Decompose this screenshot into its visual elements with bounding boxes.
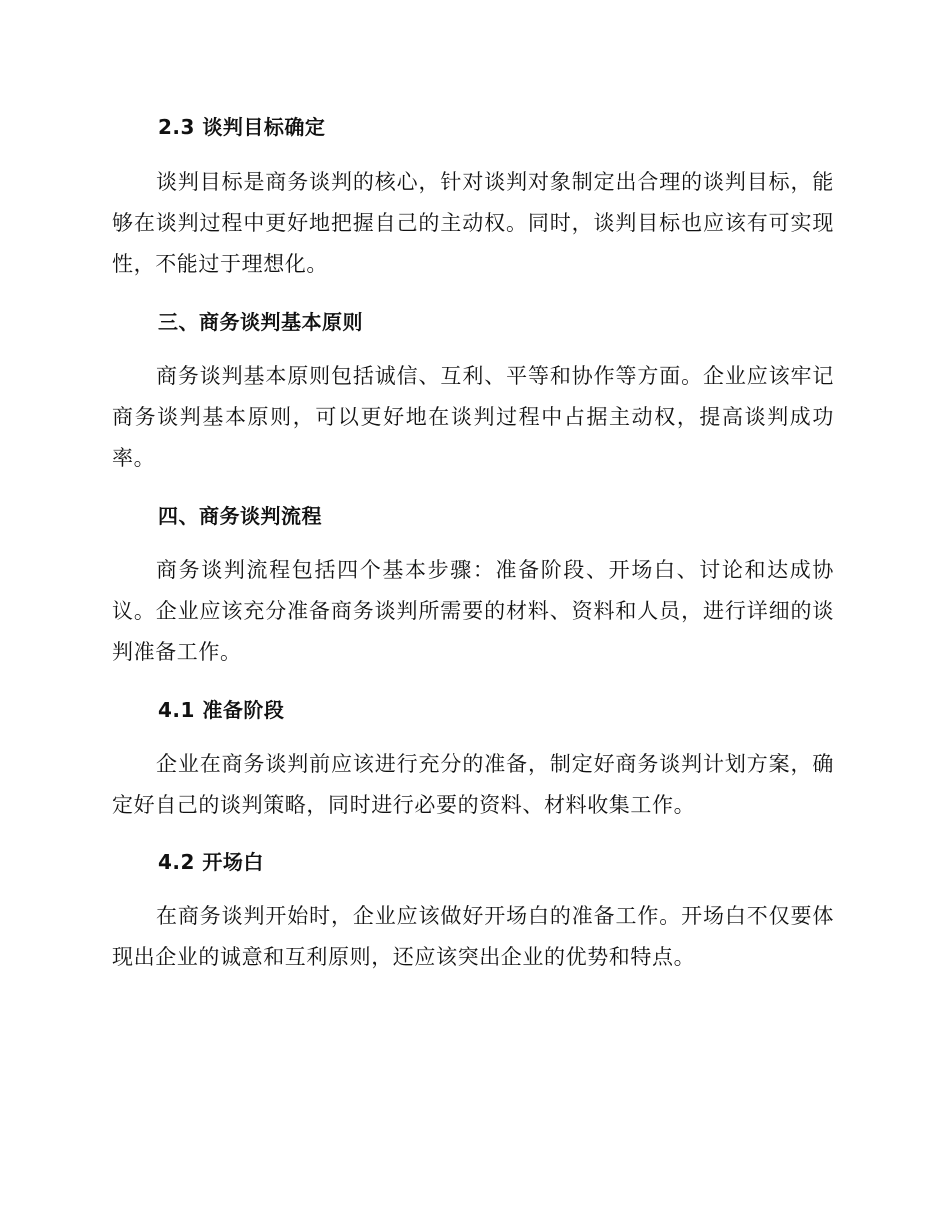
section-paragraph-4: 商务谈判流程包括四个基本步骤：准备阶段、开场白、讨论和达成协议。企业应该充分准备商务谈判所需要的材料、资料和人员，进行详细的谈判准备工作。 — [112, 558, 834, 664]
section-heading-3: 三、商务谈判基本原则 — [158, 310, 363, 334]
section-heading-2-3: 2.3 谈判目标确定 — [158, 115, 326, 139]
section-heading-4: 四、商务谈判流程 — [158, 504, 322, 528]
section-paragraph-3: 商务谈判基本原则包括诚信、互利、平等和协作等方面。企业应该牢记商务谈判基本原则，可以更好地在谈判过程中占据主动权，提高谈判成功率。 — [112, 364, 834, 470]
section-paragraph-2-3: 谈判目标是商务谈判的核心，针对谈判对象制定出合理的谈判目标，能够在谈判过程中更好地把握自己的主动权。同时，谈判目标也应该有可实现性，不能过于理想化。 — [112, 170, 834, 276]
section-heading-4-2: 4.2 开场白 — [158, 850, 264, 874]
section-paragraph-4-1: 企业在商务谈判前应该进行充分的准备，制定好商务谈判计划方案，确定好自己的谈判策略，同时进行必要的资料、材料收集工作。 — [112, 752, 834, 817]
section-paragraph-4-2: 在商务谈判开始时，企业应该做好开场白的准备工作。开场白不仅要体现出企业的诚意和互利原则，还应该突出企业的优势和特点。 — [112, 904, 834, 969]
section-heading-4-1: 4.1 准备阶段 — [158, 698, 285, 722]
